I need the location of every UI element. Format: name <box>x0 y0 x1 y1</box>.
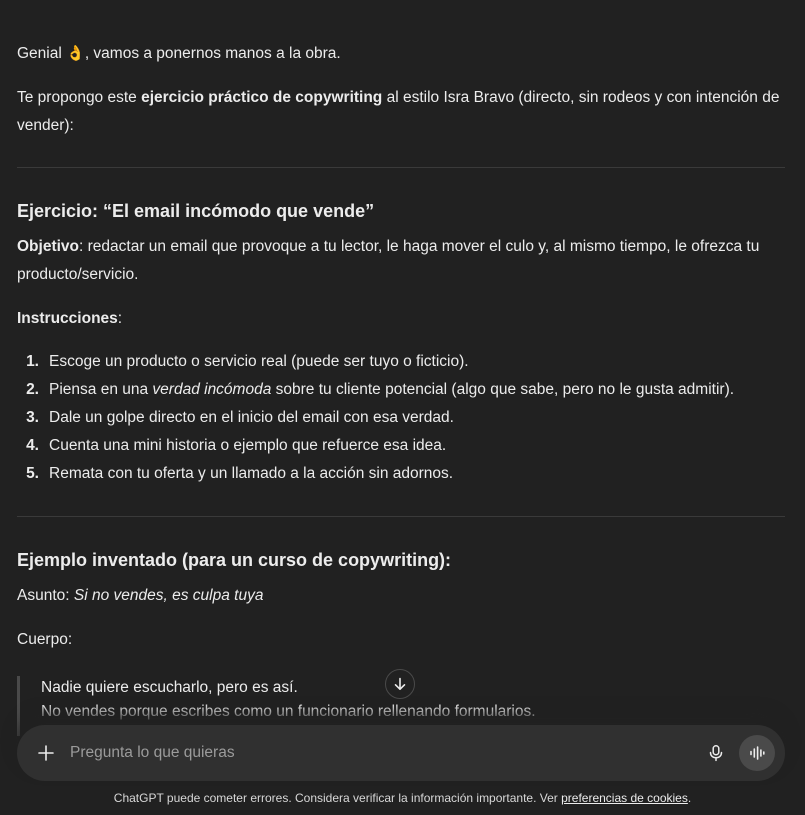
list-item <box>17 460 734 488</box>
disclaimer-text: ChatGPT puede cometer errores. Considera verificar la información importante. Ver <box>113 791 562 805</box>
objective-label: Objetivo <box>17 238 80 255</box>
list-item <box>17 348 734 376</box>
example-heading: Ejemplo inventado (para un curso de copywriting): <box>17 550 452 570</box>
list-item <box>17 432 734 460</box>
subject-label: Asunto: <box>17 587 74 604</box>
list-item-number: 4. <box>26 437 39 454</box>
instructions-label <box>17 305 122 333</box>
intro-text: Genial <box>17 45 67 62</box>
body-label: Cuerpo: <box>17 631 73 648</box>
proposal-text-after: al estilo Isra Bravo (directo, sin rodeos y con intención de vender): <box>17 89 780 134</box>
list-item-text: Escoge un producto o servicio real (puede ser tuyo o ficticio). <box>49 353 469 370</box>
list-item-text-after: sobre tu cliente potencial (algo que sabe, pero no le gusta admitir). <box>271 381 735 398</box>
divider <box>17 516 785 517</box>
quote-line: Nadie quiere escucharlo, pero es así. <box>41 679 298 696</box>
proposal-text-before: Te propongo este <box>17 89 142 106</box>
list-item-text: Cuenta una mini historia o ejemplo que refuerce esa idea. <box>49 437 447 454</box>
quote-line: No vendes porque escribes como un funcionario rellenando formularios. <box>41 703 536 720</box>
cookie-preferences-link[interactable]: preferencias de cookies <box>561 791 688 805</box>
list-item-text <box>49 376 734 404</box>
composer <box>17 725 785 781</box>
disclaimer-footer <box>0 787 805 809</box>
ok-hand-emoji: 👌 <box>66 45 85 62</box>
objective-paragraph <box>17 233 785 289</box>
instructions-colon: : <box>117 310 123 327</box>
plus-icon <box>37 744 55 762</box>
list-item-text: Dale un golpe directo en el inicio del email con esa verdad. <box>49 409 454 426</box>
list-item-number: 3. <box>26 409 39 426</box>
microphone-icon <box>707 744 725 762</box>
list-item-text-before: Piensa en una <box>49 381 153 398</box>
add-attachment-button[interactable] <box>31 738 61 768</box>
list-item-number: 1. <box>26 353 39 370</box>
instructions-list <box>17 348 734 488</box>
scroll-to-bottom-button[interactable] <box>385 669 415 699</box>
proposal-paragraph <box>17 84 785 140</box>
exercise-heading: Ejercicio: “El email incómodo que vende” <box>17 201 375 221</box>
divider <box>17 167 785 168</box>
list-item <box>17 404 734 432</box>
instructions-label-bold: Instrucciones <box>17 310 118 327</box>
list-item-text: Remata con tu oferta y un llamado a la acción sin adornos. <box>49 465 454 482</box>
objective-text: : redactar un email que provoque a tu lector, le haga mover el culo y, al mismo tiempo, le ofrezca tu producto/servicio. <box>17 238 760 283</box>
list-item-number: 2. <box>26 381 39 398</box>
list-item-number: 5. <box>26 465 39 482</box>
intro-paragraph <box>17 40 341 68</box>
arrow-down-icon <box>392 676 408 692</box>
disclaimer-end: . <box>687 791 692 805</box>
list-item-italic: verdad incómoda <box>152 381 272 398</box>
intro-rest: , vamos a ponernos manos a la obra. <box>84 45 341 62</box>
voice-mode-button[interactable] <box>739 735 775 771</box>
subject-value: Si no vendes, es culpa tuya <box>73 587 264 604</box>
proposal-bold: ejercicio práctico de copywriting <box>141 89 383 106</box>
subject-line <box>17 582 263 610</box>
prompt-input[interactable] <box>70 725 670 781</box>
dictate-button[interactable] <box>701 738 731 768</box>
list-item <box>17 376 734 404</box>
voice-mode-icon <box>748 744 766 762</box>
